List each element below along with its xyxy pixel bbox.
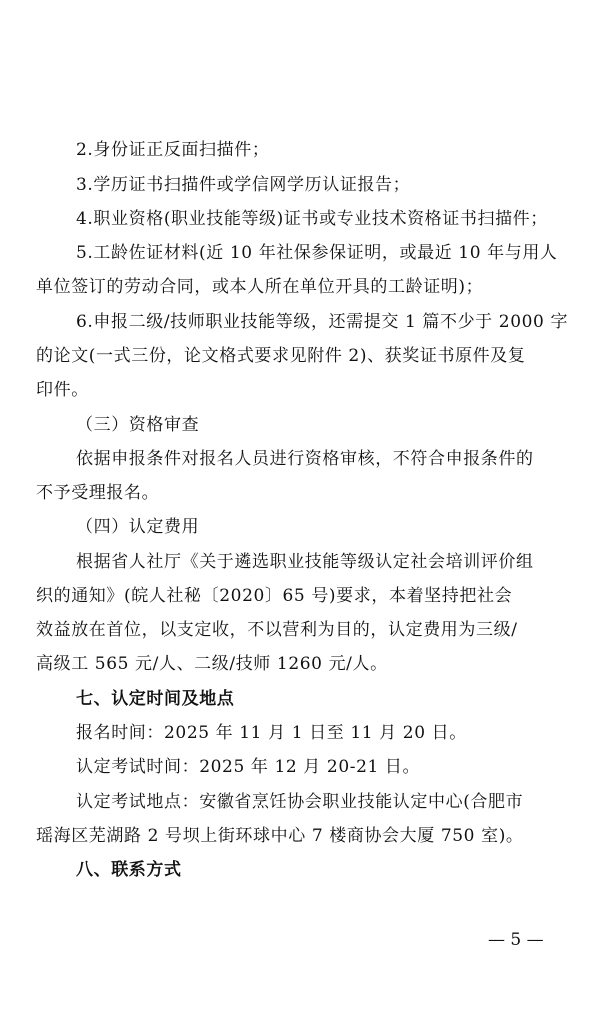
paragraph-fees-4: 高级工 565 元/人、二级/技师 1260 元/人。 xyxy=(36,654,388,674)
item-thesis-requirement: 6.申报二级/技师职业技能等级，还需提交 1 篇不少于 2000 字 xyxy=(76,312,569,332)
page-number: — 5 — xyxy=(488,930,544,950)
paragraph-review: 依据申报条件对报名人员进行资格审核，不符合申报条件的 xyxy=(76,449,534,469)
heading-contact: 八、联系方式 xyxy=(76,860,182,880)
item-thesis-requirement-cont: 的论文(一式三份，论文格式要求见附件 2)、获奖证书原件及复 xyxy=(36,346,526,366)
exam-location-cont: 瑶海区芜湖路 2 号坝上街环球中心 7 楼商协会大厦 750 室)。 xyxy=(36,826,524,846)
subheading-fees: （四）认定费用 xyxy=(76,517,200,537)
paragraph-review-cont: 不予受理报名。 xyxy=(36,483,160,503)
heading-time-location: 七、认定时间及地点 xyxy=(76,689,235,709)
registration-time: 报名时间：2025 年 11 月 1 日至 11 月 20 日。 xyxy=(76,723,467,743)
item-education-cert: 3.学历证书扫描件或学信网学历认证报告； xyxy=(76,175,411,195)
paragraph-fees-2: 织的通知》(皖人社秘〔2020〕65 号)要求，本着坚持把社会 xyxy=(36,586,513,606)
item-seniority-proof: 5.工龄佐证材料(近 10 年社保参保证明，或最近 10 年与用人 xyxy=(76,243,558,263)
exam-location: 认定考试地点：安徽省烹饪协会职业技能认定中心(合肥市 xyxy=(76,792,524,812)
paragraph-fees: 根据省人社厅《关于遴选职业技能等级认定社会培训评价组 xyxy=(76,552,534,572)
paragraph-fees-3: 效益放在首位，以支定收，不以营利为目的，认定费用为三级/ xyxy=(36,620,518,640)
item-qualification-cert: 4.职业资格(职业技能等级)证书或专业技术资格证书扫描件； xyxy=(76,209,548,229)
exam-time: 认定考试时间：2025 年 12 月 20-21 日。 xyxy=(76,757,421,777)
subheading-qualification-review: （三）资格审查 xyxy=(76,415,200,435)
item-seniority-proof-cont: 单位签订的劳动合同，或本人所在单位开具的工龄证明)； xyxy=(36,277,484,297)
item-thesis-requirement-end: 印件。 xyxy=(36,380,89,400)
item-id-scan: 2.身份证正反面扫描件； xyxy=(76,140,270,160)
